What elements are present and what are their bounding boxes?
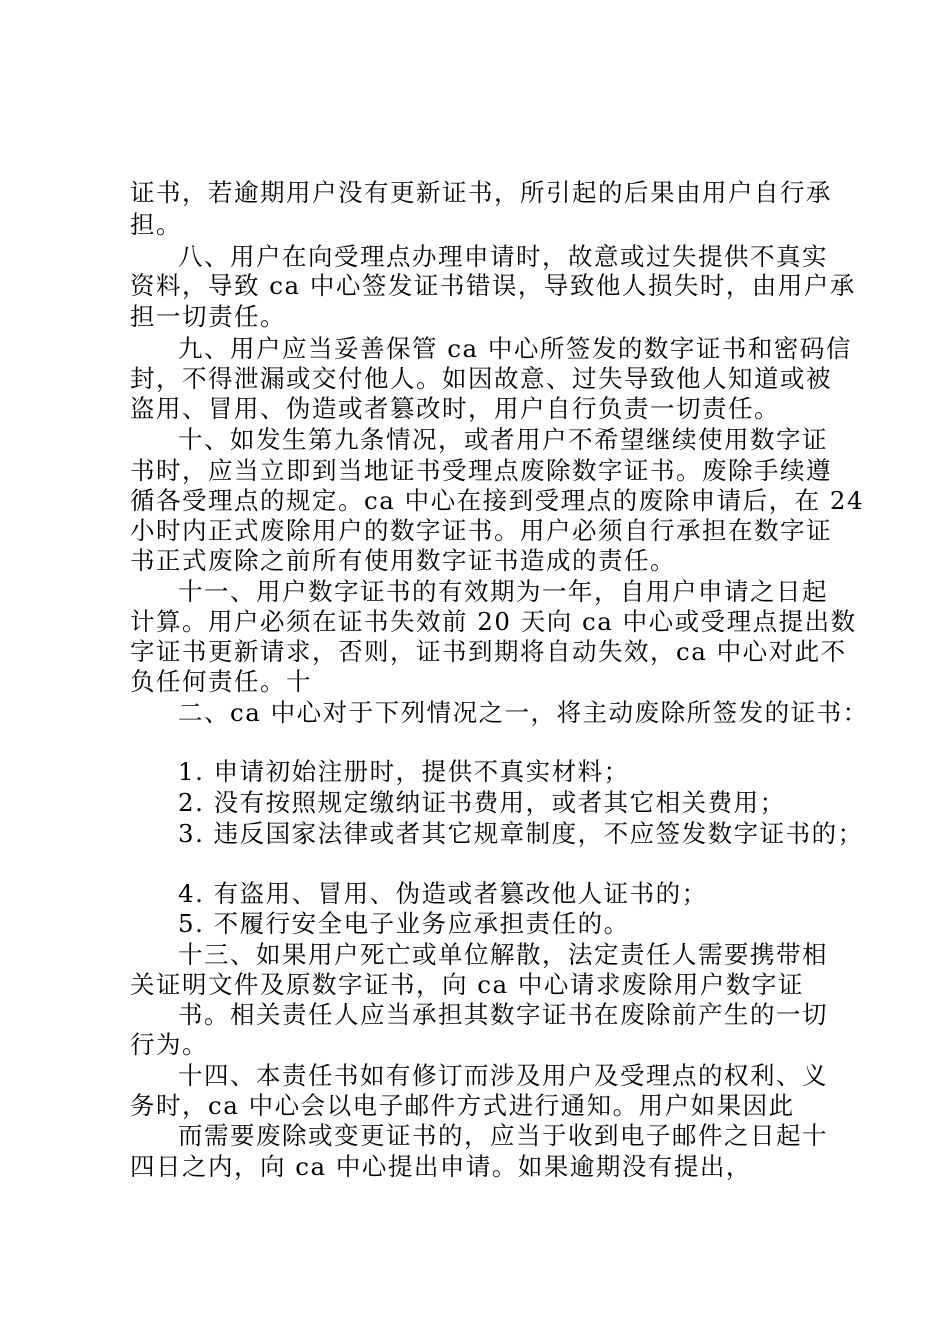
text-line: 担。 (130, 210, 182, 239)
text-line: 字证书更新请求，否则，证书到期将自动失效，ca 中心对此不 (130, 637, 847, 666)
text-line: 关证明文件及原数字证书，向 ca 中心请求废除用户数字证 (130, 970, 804, 999)
list-item: 2. 没有按照规定缴纳证书费用，或者其它相关费用； (178, 788, 786, 817)
text-line: 担一切责任。 (130, 302, 286, 331)
text-line: 十、如发生第九条情况，或者用户不希望继续使用数字证 (178, 425, 828, 454)
text-line: 计算。用户必须在证书失效前 20 天向 ca 中心或受理点提出数 (130, 607, 857, 636)
text-line: 十四、本责任书如有修订而涉及用户及受理点的权利、义 (178, 1061, 828, 1090)
text-line: 封，不得泄漏或交付他人。如因故意、过失导致他人知道或被 (130, 364, 832, 393)
text-line: 小时内正式废除用户的数字证书。用户必须自行承担在数字证 (130, 516, 832, 545)
text-line: 十一、用户数字证书的有效期为一年，自用户申请之日起 (178, 577, 828, 606)
text-line: 循各受理点的规定。ca 中心在接到受理点的废除申请后，在 24 (130, 486, 865, 515)
text-line: 书时，应当立即到当地证书受理点废除数字证书。废除手续遵 (130, 456, 832, 485)
text-line: 八、用户在向受理点办理申请时，故意或过失提供不真实 (178, 242, 828, 271)
text-line: 书。相关责任人应当承担其数字证书在废除前产生的一切 (178, 1000, 828, 1029)
text-line: 九、用户应当妥善保管 ca 中心所签发的数字证书和密码信 (178, 334, 852, 363)
text-line: 务时，ca 中心会以电子邮件方式进行通知。用户如果因此 (130, 1091, 795, 1120)
text-line: 盗用、冒用、伪造或者篡改时，用户自行负责一切责任。 (130, 394, 780, 423)
list-item: 1. 申请初始注册时，提供不真实材料； (178, 757, 630, 786)
list-item: 4. 有盗用、冒用、伪造或者篡改他人证书的； (178, 879, 708, 908)
text-line: 十三、如果用户死亡或单位解散，法定责任人需要携带相 (178, 940, 828, 969)
text-line: 行为。 (130, 1030, 208, 1059)
text-line: 书正式废除之前所有使用数字证书造成的责任。 (130, 546, 676, 575)
list-item: 3. 违反国家法律或者其它规章制度，不应签发数字证书的； (178, 819, 864, 848)
text-line: 四日之内，向 ca 中心提出申请。如果逾期没有提出， (130, 1152, 752, 1181)
text-line: 而需要废除或变更证书的，应当于收到电子邮件之日起十 (178, 1121, 828, 1150)
text-line: 二、ca 中心对于下列情况之一，将主动废除所签发的证书： (178, 698, 869, 727)
text-line: 负任何责任。十 (130, 667, 312, 696)
text-line: 证书，若逾期用户没有更新证书，所引起的后果由用户自行承 (130, 178, 832, 207)
text-line: 资料，导致 ca 中心签发证书错误，导致他人损失时，由用户承 (130, 271, 856, 300)
list-item: 5. 不履行安全电子业务应承担责任的。 (178, 909, 630, 938)
